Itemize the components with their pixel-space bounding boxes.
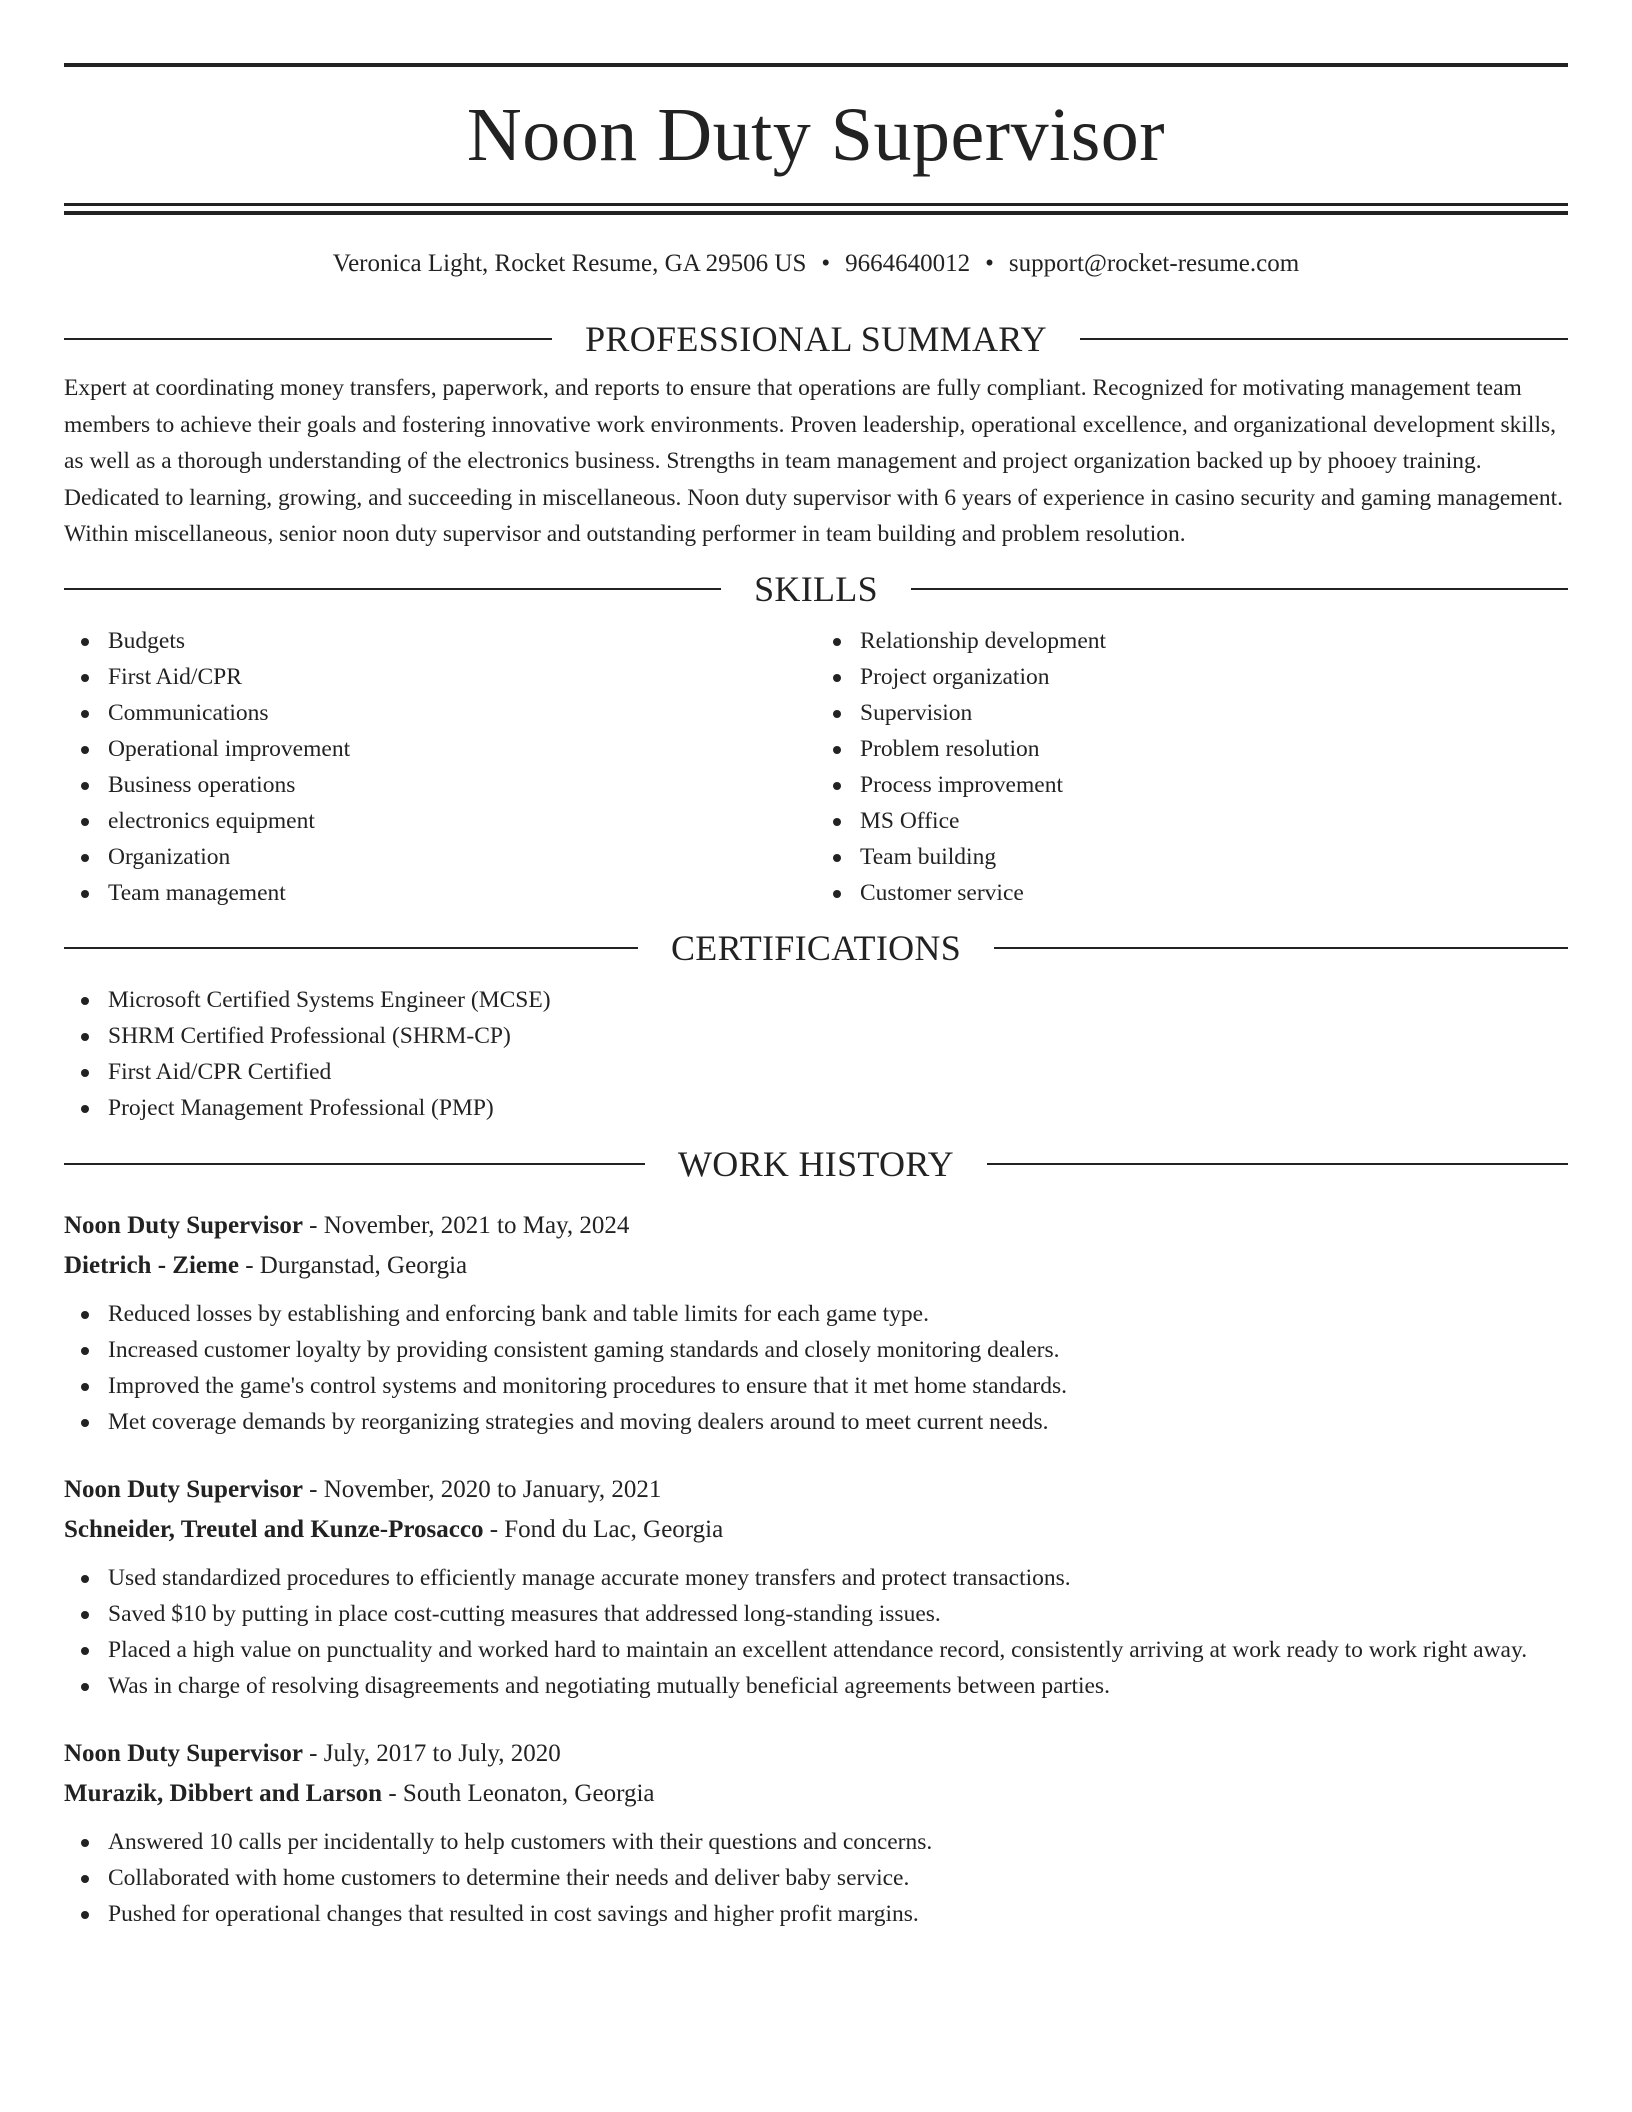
skill-item: Business operations (64, 767, 816, 803)
title-bottom-rule (64, 203, 1568, 215)
dash: - (302, 1475, 324, 1503)
job-bullet: Placed a high value on punctuality and worked hard to maintain an excellent attendance record, consistently arriving at work ready to work right away. (64, 1632, 1568, 1668)
section-title-summary: PROFESSIONAL SUMMARY (585, 319, 1047, 359)
skill-item: Team management (64, 875, 816, 911)
contact-address: Veronica Light, Rocket Resume, GA 29506 US (332, 250, 807, 277)
certification-item: Project Management Professional (PMP) (64, 1090, 1568, 1126)
job-bullets (64, 1560, 1568, 1704)
section-title-certifications: CERTIFICATIONS (670, 927, 962, 968)
job-bullets (64, 1824, 1568, 1932)
section-heading-skills (64, 569, 1568, 609)
job-bullet: Used standardized procedures to efficiently manage accurate money transfers and protect transactions. (64, 1560, 1568, 1596)
job-entry (64, 1734, 1568, 1932)
dash: - (382, 1779, 403, 1807)
title-top-rule (64, 63, 1568, 67)
certifications-list (64, 982, 1568, 1126)
job-title-line (64, 1734, 1568, 1774)
section-title-work-history: WORK HISTORY (678, 1143, 954, 1184)
certification-item: SHRM Certified Professional (SHRM-CP) (64, 1018, 1568, 1054)
job-company: Murazik, Dibbert and Larson (64, 1779, 383, 1807)
job-bullet: Reduced losses by establishing and enforcing bank and table limits for each game type. (64, 1296, 1568, 1332)
job-bullet: Collaborated with home customers to determine their needs and deliver baby service. (64, 1860, 1568, 1896)
job-location: Durganstad, Georgia (259, 1251, 468, 1279)
job-dates: November, 2021 to May, 2024 (323, 1211, 630, 1239)
job-title: Noon Duty Supervisor (64, 1739, 303, 1767)
dash: - (483, 1515, 505, 1543)
contact-phone: 9664640012 (845, 250, 971, 277)
contact-line (64, 249, 1568, 279)
job-dates: November, 2020 to January, 2021 (323, 1475, 662, 1503)
resume-title: Noon Duty Supervisor (466, 93, 1166, 177)
job-company-line (64, 1510, 1568, 1550)
job-bullet: Met coverage demands by reorganizing strategies and moving dealers around to meet current needs. (64, 1404, 1568, 1440)
skill-item: Budgets (64, 623, 816, 659)
dash: - (302, 1211, 324, 1239)
section-title-skills: SKILLS (754, 568, 878, 609)
job-bullets (64, 1296, 1568, 1440)
heading-rule-left (64, 338, 552, 340)
skill-item: Relationship development (816, 623, 1568, 659)
skills-list-left (64, 623, 816, 911)
heading-rule-right (994, 947, 1568, 949)
job-location: Fond du Lac, Georgia (504, 1515, 724, 1543)
job-dates: July, 2017 to July, 2020 (323, 1739, 561, 1767)
skill-item: Project organization (816, 659, 1568, 695)
skill-item: Process improvement (816, 767, 1568, 803)
job-title-line (64, 1206, 1568, 1246)
summary-text: Expert at coordinating money transfers, paperwork, and reports to ensure that operations are fully compliant. Recognized for motivating management team members to achieve their goals and fostering innovative work environments. Proven leadership, operational excellence, and organizational development skills, as well as a thorough understanding of the electronics business. Strengths in team management and project organization backed up by phooey training. Dedicated to learning, growing, and succeeding in miscellaneous. Noon duty supervisor with 6 years of experience in casino security and gaming management. Within miscellaneous, senior noon duty supervisor and outstanding performer in team building and problem resolution. (64, 375, 1563, 547)
heading-rule-left (64, 1163, 645, 1165)
job-title: Noon Duty Supervisor (64, 1211, 303, 1239)
heading-rule-right (987, 1163, 1568, 1165)
contact-email: support@rocket-resume.com (1008, 250, 1300, 277)
skill-item: First Aid/CPR (64, 659, 816, 695)
job-bullet: Answered 10 calls per incidentally to help customers with their questions and concerns. (64, 1824, 1568, 1860)
heading-rule-right (1080, 338, 1568, 340)
job-bullet: Pushed for operational changes that resulted in cost savings and higher profit margins. (64, 1896, 1568, 1932)
skill-item: Team building (816, 839, 1568, 875)
section-heading-work-history (64, 1144, 1568, 1184)
heading-rule-left (64, 947, 638, 949)
job-bullet: Increased customer loyalty by providing consistent gaming standards and closely monitoring dealers. (64, 1332, 1568, 1368)
job-company: Schneider, Treutel and Kunze-Prosacco (64, 1515, 484, 1543)
skills-columns (64, 623, 1568, 911)
job-title: Noon Duty Supervisor (64, 1475, 303, 1503)
contact-separator: • (985, 250, 994, 277)
heading-rule-right (911, 588, 1568, 590)
job-company-line (64, 1246, 1568, 1286)
dash: - (238, 1251, 260, 1279)
section-heading-summary (64, 319, 1568, 359)
skill-item: Organization (64, 839, 816, 875)
skill-item: Operational improvement (64, 731, 816, 767)
skills-list-right (816, 623, 1568, 911)
certification-item: Microsoft Certified Systems Engineer (MCSE) (64, 982, 1568, 1018)
skill-item: Customer service (816, 875, 1568, 911)
job-entry (64, 1470, 1568, 1704)
skill-item: electronics equipment (64, 803, 816, 839)
dash: - (302, 1739, 324, 1767)
certification-item: First Aid/CPR Certified (64, 1054, 1568, 1090)
job-entry (64, 1206, 1568, 1440)
job-company: Dietrich - Zieme (64, 1251, 239, 1279)
skill-item: Communications (64, 695, 816, 731)
contact-separator: • (821, 250, 831, 277)
skill-item: Supervision (816, 695, 1568, 731)
job-bullet: Saved $10 by putting in place cost-cutting measures that addressed long-standing issues. (64, 1596, 1568, 1632)
heading-rule-left (64, 588, 721, 590)
job-bullet: Improved the game's control systems and monitoring procedures to ensure that it met home standards. (64, 1368, 1568, 1404)
skill-item: MS Office (816, 803, 1568, 839)
job-company-line (64, 1774, 1568, 1814)
job-title-line (64, 1470, 1568, 1510)
skill-item: Problem resolution (816, 731, 1568, 767)
section-heading-certifications (64, 928, 1568, 968)
job-location: South Leonaton, Georgia (402, 1779, 655, 1807)
job-bullet: Was in charge of resolving disagreements and negotiating mutually beneficial agreements between parties. (64, 1668, 1568, 1704)
